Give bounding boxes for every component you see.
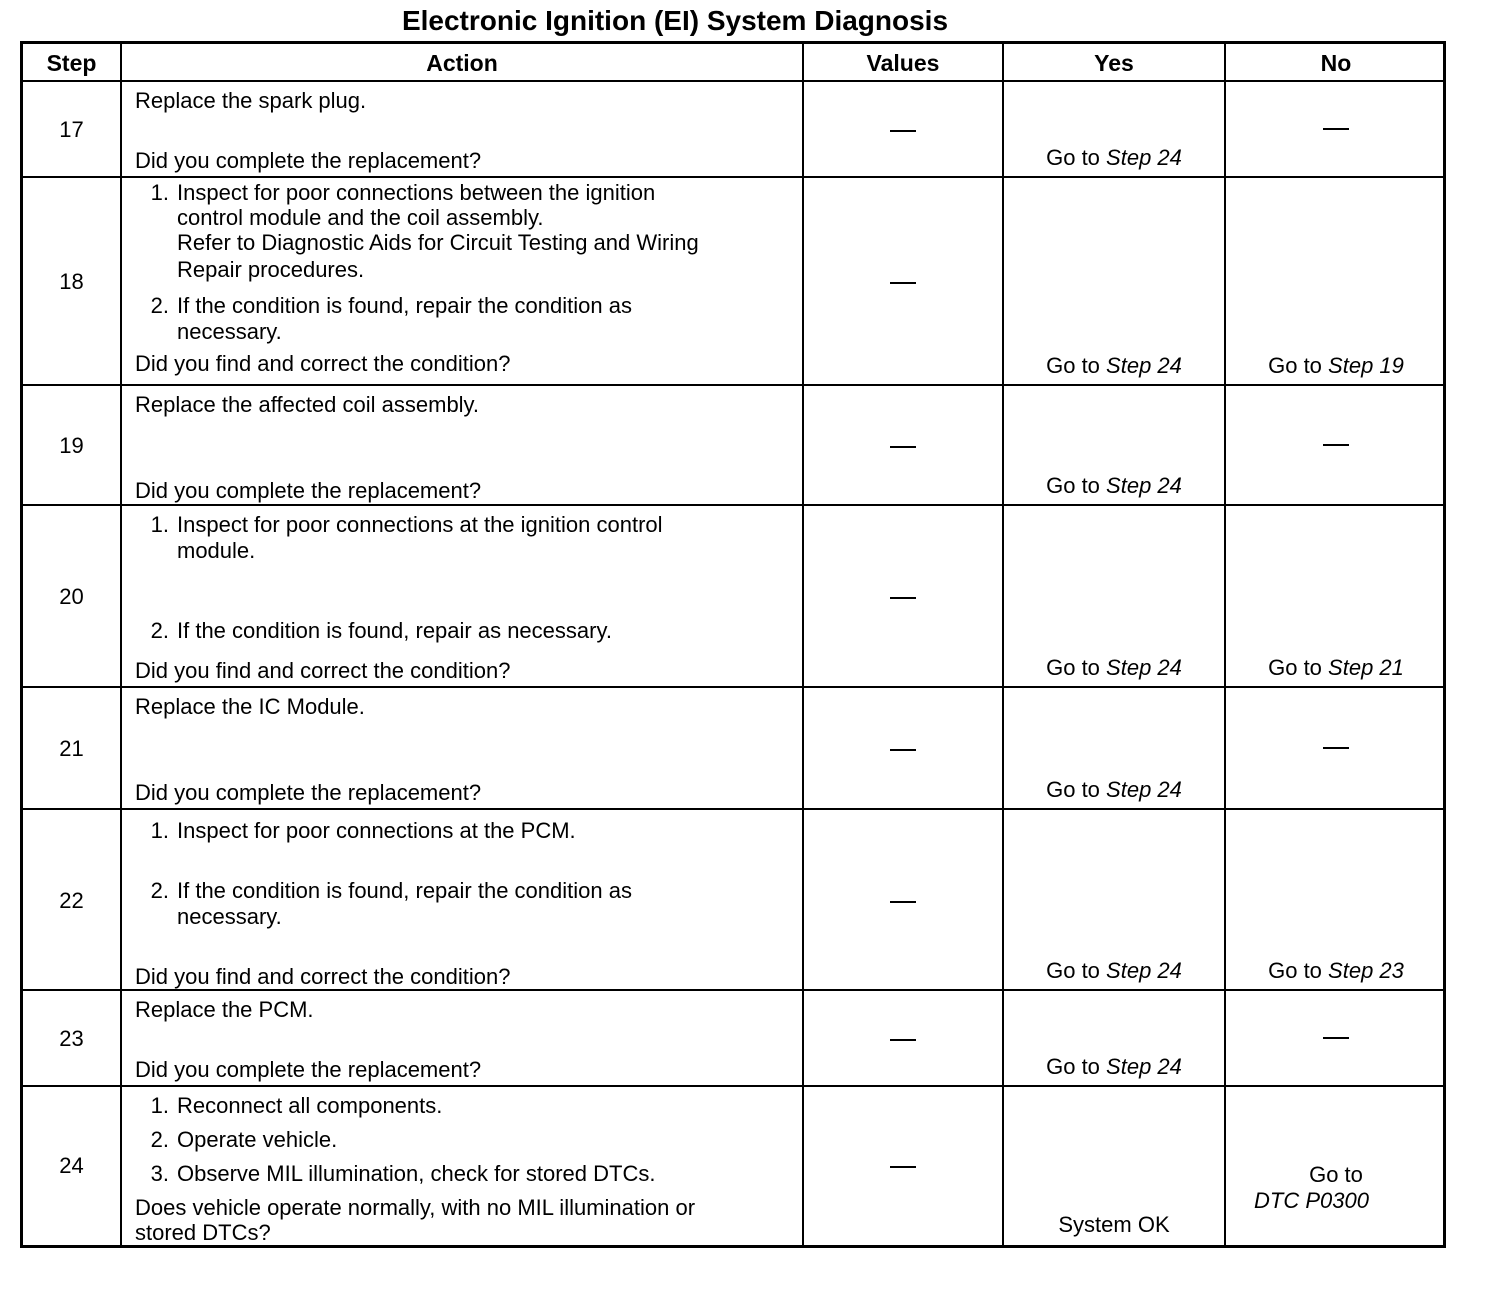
table-row (23, 506, 1443, 688)
step-reference: Step 24 (1106, 655, 1182, 680)
header-yes: Yes (1094, 50, 1134, 76)
action-list-item (137, 257, 797, 283)
list-number: 2. (150, 293, 169, 318)
action-list-item (137, 512, 797, 538)
action-list-item (137, 818, 797, 844)
em-dash (1323, 747, 1349, 749)
step-number: 19 (59, 433, 84, 458)
list-text: necessary. (177, 319, 282, 344)
list-text: Inspect for poor connections at the ignition control (177, 512, 663, 537)
action-question: Does vehicle operate normally, with no MIL illumination or (135, 1195, 696, 1220)
action-text: Replace the PCM. (135, 997, 314, 1022)
goto-prefix: Go to (1046, 353, 1100, 378)
list-text: module. (177, 538, 256, 563)
action-question: Did you complete the replacement? (135, 148, 482, 173)
goto-text (1004, 145, 1224, 171)
action-question: stored DTCs? (135, 1220, 271, 1245)
list-number: 1. (150, 180, 169, 205)
action-list-item (137, 1093, 797, 1119)
step-reference: Step 23 (1328, 958, 1404, 983)
list-text: Observe MIL illumination, check for stored DTCs. (177, 1161, 656, 1186)
step-number: 21 (59, 736, 84, 761)
em-dash (890, 749, 916, 751)
action-list-item (137, 319, 797, 345)
table-row (23, 810, 1443, 991)
goto-prefix: Go to (1309, 1162, 1363, 1187)
action-list-item (137, 230, 797, 256)
header-row (23, 44, 1443, 82)
step-reference: Step 24 (1106, 473, 1182, 498)
action-list-item (137, 1127, 797, 1153)
goto-text (1004, 958, 1224, 984)
list-number: 1. (150, 1093, 169, 1118)
header-no: No (1320, 50, 1352, 76)
goto-prefix: Go to (1046, 1054, 1100, 1079)
list-text: If the condition is found, repair as necessary. (177, 618, 612, 643)
action-question: Did you find and correct the condition? (135, 351, 511, 376)
goto-prefix: Go to (1046, 958, 1100, 983)
step-number: 23 (59, 1026, 84, 1051)
list-number: 3. (150, 1161, 169, 1186)
action-question: Did you find and correct the condition? (135, 658, 511, 683)
step-reference: Step 21 (1328, 655, 1404, 680)
step-reference: DTC P0300 (1254, 1188, 1369, 1213)
step-reference: Step 19 (1328, 353, 1404, 378)
em-dash (890, 282, 916, 284)
goto-text: System OK (1058, 1212, 1170, 1237)
goto-text (1004, 1054, 1224, 1080)
list-number: 2. (150, 618, 169, 643)
action-text: Replace the spark plug. (135, 88, 367, 113)
action-list-item (137, 538, 797, 564)
goto-prefix: Go to (1046, 777, 1100, 802)
table-row (23, 178, 1443, 386)
action-text: Replace the affected coil assembly. (135, 392, 480, 417)
goto-text (1226, 353, 1446, 379)
step-number: 18 (59, 269, 84, 294)
goto-prefix: Go to (1046, 655, 1100, 680)
em-dash (890, 130, 916, 132)
action-text: Replace the IC Module. (135, 694, 365, 719)
em-dash (890, 901, 916, 903)
goto-text (1004, 473, 1224, 499)
goto-prefix: Go to (1046, 473, 1100, 498)
list-number: 2. (150, 1127, 169, 1152)
list-text: Reconnect all components. (177, 1093, 443, 1118)
goto-text (1004, 655, 1224, 681)
goto-prefix: Go to (1046, 145, 1100, 170)
action-list-item (137, 878, 797, 904)
action-question: Did you find and correct the condition? (135, 964, 511, 989)
action-list-item (137, 293, 797, 319)
step-reference: Step 24 (1106, 958, 1182, 983)
em-dash (1323, 128, 1349, 130)
header-action: Action (426, 50, 498, 76)
action-list-item (137, 205, 797, 231)
list-text: If the condition is found, repair the condition as (177, 293, 632, 318)
step-reference: Step 24 (1106, 1054, 1182, 1079)
list-text: Operate vehicle. (177, 1127, 338, 1152)
em-dash (890, 597, 916, 599)
step-number: 22 (59, 887, 84, 913)
step-number: 24 (59, 1153, 84, 1178)
list-text: Inspect for poor connections between the ignition (177, 180, 656, 205)
goto-text (1004, 777, 1224, 803)
table-row (23, 991, 1443, 1087)
goto-text (1226, 655, 1446, 681)
action-list-item (137, 180, 797, 206)
list-number: 2. (150, 878, 169, 903)
em-dash (890, 446, 916, 448)
list-text: necessary. (177, 904, 282, 929)
table-row (23, 1087, 1443, 1245)
action-list-item (137, 618, 797, 644)
list-text: Repair procedures. (177, 257, 365, 282)
action-question: Did you complete the replacement? (135, 478, 482, 503)
header-step: Step (46, 50, 97, 76)
goto-prefix: Go to (1268, 655, 1322, 680)
em-dash (1323, 1037, 1349, 1039)
header-values: Values (866, 50, 940, 76)
goto-prefix: Go to (1268, 958, 1322, 983)
table-row (23, 82, 1443, 178)
em-dash (890, 1039, 916, 1041)
step-number: 20 (59, 584, 84, 609)
action-list-item (137, 904, 797, 930)
list-number: 1. (150, 818, 169, 843)
list-text: Inspect for poor connections at the PCM. (177, 818, 576, 843)
goto-text (1226, 958, 1446, 984)
table-row (23, 386, 1443, 506)
list-number: 1. (150, 512, 169, 537)
page-title: Electronic Ignition (EI) System Diagnosis (401, 5, 949, 36)
em-dash (890, 1166, 916, 1168)
goto-prefix: Go to (1268, 353, 1322, 378)
list-text: control module and the coil assembly. (177, 205, 544, 230)
action-question: Did you complete the replacement? (135, 780, 482, 805)
goto-text (1004, 353, 1224, 379)
step-reference: Step 24 (1106, 353, 1182, 378)
list-text: Refer to Diagnostic Aids for Circuit Testing and Wiring (177, 230, 699, 255)
table-row (23, 688, 1443, 810)
step-reference: Step 24 (1106, 777, 1182, 802)
step-reference: Step 24 (1106, 145, 1182, 170)
action-question: Did you complete the replacement? (135, 1057, 482, 1082)
diagnosis-table (20, 41, 1446, 1248)
goto-text (1226, 1162, 1446, 1214)
list-text: If the condition is found, repair the condition as (177, 878, 632, 903)
step-number: 17 (59, 117, 84, 142)
action-list-item (137, 1161, 797, 1187)
em-dash (1323, 444, 1349, 446)
